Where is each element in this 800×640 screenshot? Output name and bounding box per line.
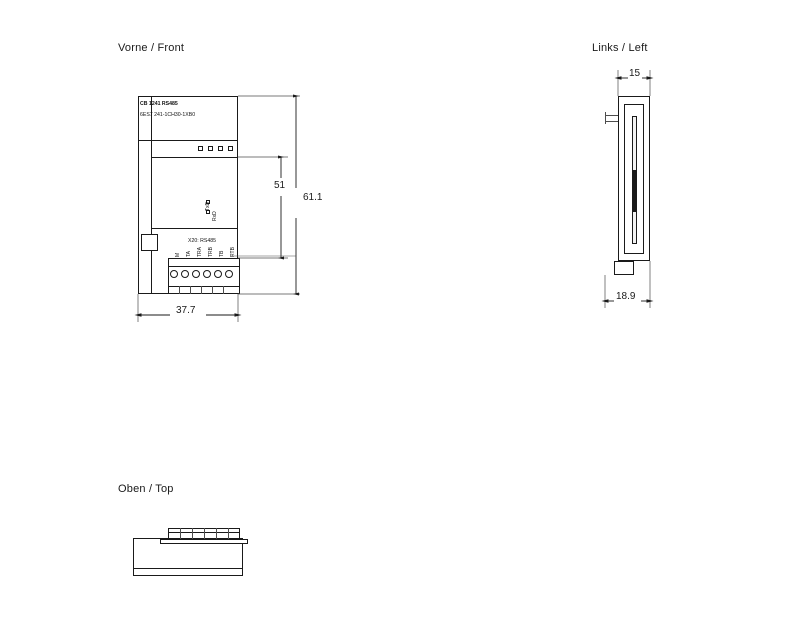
view-label-top: Oben / Top bbox=[118, 483, 174, 495]
led-label-rxd: RxD bbox=[212, 211, 218, 221]
terminal-label-m: M bbox=[175, 252, 181, 257]
device-order-number-label: 6ES7 241-1CH30-1XB0 bbox=[140, 112, 196, 118]
dimension-value-width: 37.7 bbox=[176, 305, 196, 316]
device-model-label: CB 1241 RS485 bbox=[140, 101, 178, 107]
view-label-front: Vorne / Front bbox=[118, 42, 185, 54]
terminal-label-tb: TB bbox=[219, 250, 225, 257]
terminal-label-ta: TA bbox=[186, 250, 192, 257]
connector-label: X20: RS485 bbox=[188, 238, 216, 244]
led-label-txd: TxD bbox=[205, 201, 211, 211]
terminal-label-trb: TRB bbox=[208, 247, 214, 257]
dimension-value-height-total: 61.1 bbox=[303, 192, 323, 203]
view-label-left: Links / Left bbox=[592, 42, 648, 54]
terminal-label-rtb: RTB bbox=[230, 247, 236, 257]
dimension-value-left-top-width: 15 bbox=[629, 68, 641, 79]
terminal-label-tra: TRA bbox=[197, 247, 203, 257]
dimension-value-left-bottom-width: 18.9 bbox=[616, 291, 636, 302]
dimension-value-height-inner: 51 bbox=[274, 180, 286, 191]
